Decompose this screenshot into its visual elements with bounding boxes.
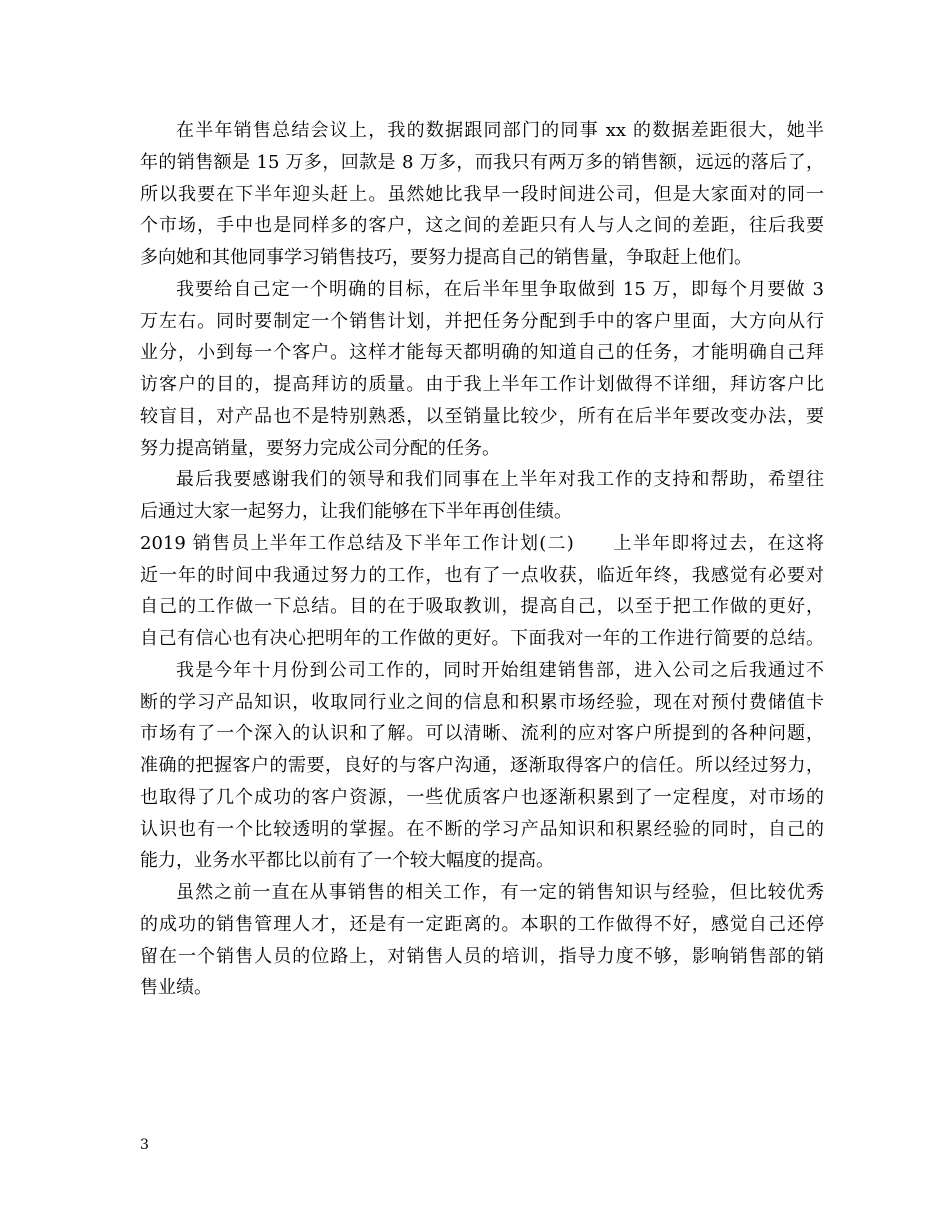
text-line: 也取得了几个成功的客户资源，一些优质客户也逐渐积累到了一定程度，对市场的	[140, 786, 824, 808]
text-line: 准确的把握客户的需要，良好的与客户沟通，逐渐取得客户的信任。所以经过努力，	[140, 755, 824, 776]
text-line: 市场有了一个深入的认识和了解。可以清晰、流利的应对客户所提到的各种问题，	[140, 723, 824, 745]
text-line: 个市场，手中也是同样多的客户，这之间的差距只有人与人之间的差距，往后我要	[140, 215, 824, 237]
text-line: 努力提高销量，要努力完成公司分配的任务。	[140, 437, 500, 459]
text-line: 多向她和其他同事学习销售技巧，要努力提高自己的销售量，争取赶上他们。	[140, 247, 752, 268]
page-number: 3	[140, 1137, 149, 1153]
text-line: 的成功的销售管理人才，还是有一定距离的。本职的工作做得不好，感觉自己还停	[140, 913, 824, 935]
text-line: 断的学习产品知识，收取同行业之间的信息和积累市场经验，现在对预付费储值卡	[140, 691, 824, 713]
text-line: 自己的工作做一下总结。目的在于吸取教训，提高自己，以至于把工作做的更好，	[140, 596, 824, 618]
text-line: 年的销售额是 15 万多，回款是 8 万多，而我只有两万多的销售额，远远的落后了，	[140, 151, 824, 173]
text-line: 业分，小到每一个客户。这样才能每天都明确的知道自己的任务，才能明确自己拜	[140, 342, 824, 364]
text-line: 认识也有一个比较透明的掌握。在不断的学习产品知识和积累经验的同时，自己的	[140, 818, 824, 840]
text-line: 我是今年十月份到公司工作的，同时开始组建销售部，进入公司之后我通过不	[176, 659, 824, 681]
text-line: 万左右。同时要制定一个销售计划，并把任务分配到手中的客户里面，大方向从行	[140, 310, 824, 332]
text-line: 我要给自己定一个明确的目标，在后半年里争取做到 15 万，即每个月要做 3	[176, 278, 824, 300]
text-line: 能力，业务水平都比以前有了一个较大幅度的提高。	[140, 850, 554, 872]
text-line: 虽然之前一直在从事销售的相关工作，有一定的销售知识与经验，但比较优秀	[176, 882, 824, 903]
text-line: 售业绩。	[140, 977, 212, 999]
text-line: 后通过大家一起努力，让我们能够在下半年再创佳绩。	[140, 501, 572, 522]
text-line: 自己有信心也有决心把明年的工作做的更好。下面我对一年的工作进行简要的总结。	[140, 628, 824, 649]
text-line: 较盲目，对产品也不是特别熟悉，以至销量比较少，所有在后半年要改变办法，要	[140, 405, 824, 427]
document-body	[140, 115, 824, 1004]
text-line: 留在一个销售人员的位路上，对销售人员的培训，指导力度不够，影响销售部的销	[140, 945, 824, 967]
text-line: 在半年销售总结会议上，我的数据跟同部门的同事 xx 的数据差距很大，她半	[176, 120, 824, 141]
text-line: 近一年的时间中我通过努力的工作，也有了一点收获，临近年终，我感觉有必要对	[140, 564, 824, 586]
text-line: 2019 销售员上半年工作总结及下半年工作计划(二) 上半年即将过去，在这将	[140, 532, 824, 554]
text-line: 所以我要在下半年迎头赶上。虽然她比我早一段时间进公司，但是大家面对的同一	[140, 183, 824, 205]
text-line: 最后我要感谢我们的领导和我们同事在上半年对我工作的支持和帮助，希望往	[176, 469, 824, 491]
text-line: 访客户的目的，提高拜访的质量。由于我上半年工作计划做得不详细，拜访客户比	[140, 374, 824, 395]
